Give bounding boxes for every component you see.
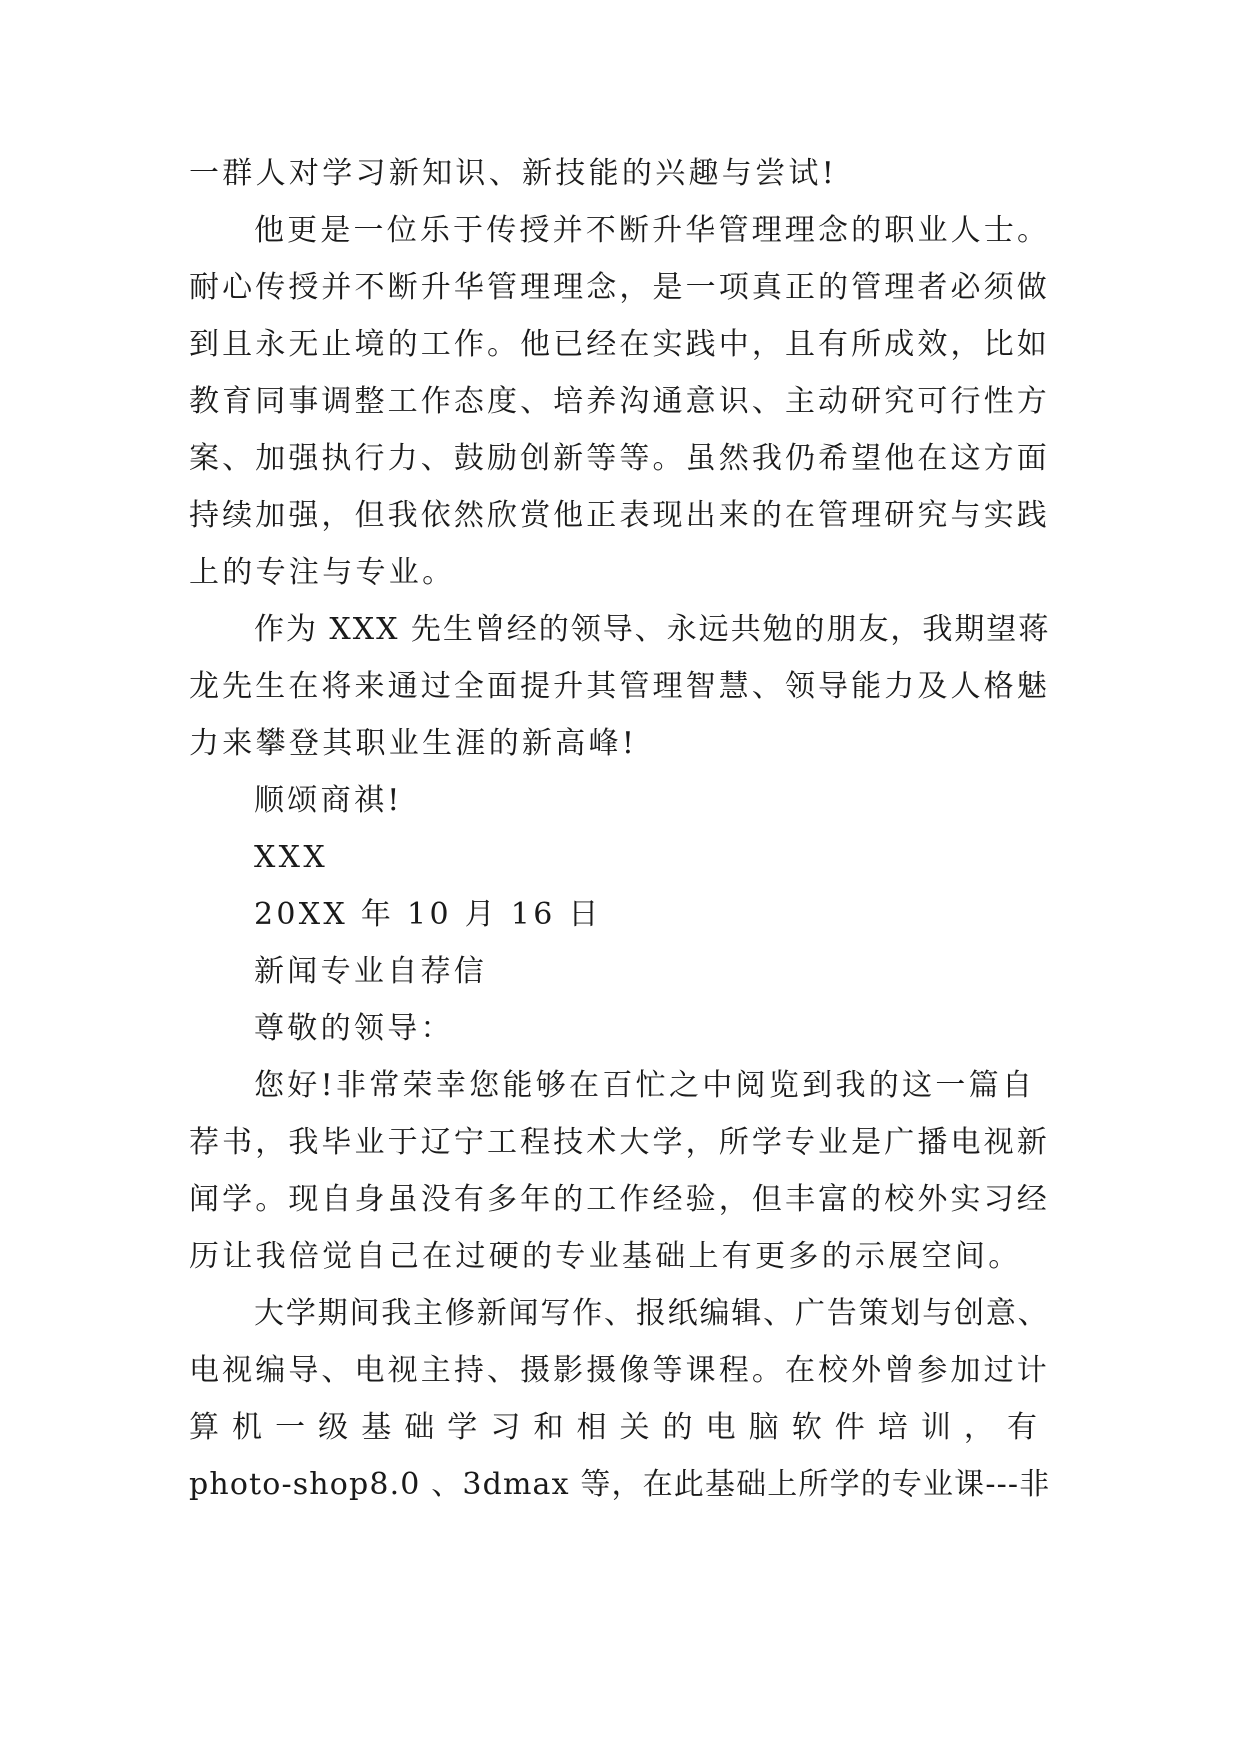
letter-date: 20XX 年 10 月 16 日 xyxy=(254,897,602,932)
text-line: 案、加强执行力、鼓励创新等等。虽然我仍希望他在这方面 xyxy=(189,441,1050,476)
signature-name: XXX xyxy=(254,840,328,875)
text-line: photo-shop8.0 、3dmax 等，在此基础上所学的专业课---非 xyxy=(189,1467,1051,1502)
text-line: 上的专注与专业。 xyxy=(189,555,456,590)
text-line: 持续加强，但我依然欣赏他正表现出来的在管理研究与实践 xyxy=(189,498,1050,533)
text-line: 一群人对学习新知识、新技能的兴趣与尝试! xyxy=(189,156,838,191)
paragraph-first-line: 您好!非常荣幸您能够在百忙之中阅览到我的这一篇自 xyxy=(254,1068,1036,1103)
text-line: 历让我倍觉自己在过硬的专业基础上有更多的示展空间。 xyxy=(189,1239,1022,1274)
section-title: 新闻专业自荐信 xyxy=(254,954,488,989)
text-line: 龙先生在将来通过全面提升其管理智慧、领导能力及人格魅 xyxy=(189,669,1050,704)
text-line: 荐书，我毕业于辽宁工程技术大学，所学专业是广播电视新 xyxy=(189,1125,1050,1160)
paragraph-first-line: 作为 XXX 先生曾经的领导、永远共勉的朋友，我期望蒋 xyxy=(254,612,1051,647)
text-line: 力来攀登其职业生涯的新高峰! xyxy=(189,726,638,761)
text-line: 耐心传授并不断升华管理理念，是一项真正的管理者必须做 xyxy=(189,270,1050,305)
text-line: 电视编导、电视主持、摄影摄像等课程。在校外曾参加过计 xyxy=(189,1353,1050,1388)
text-line: 闻学。现自身虽没有多年的工作经验，但丰富的校外实习经 xyxy=(189,1182,1050,1217)
text-line: 到且永无止境的工作。他已经在实践中，且有所成效，比如 xyxy=(189,327,1050,362)
paragraph-first-line: 大学期间我主修新闻写作、报纸编辑、广告策划与创意、 xyxy=(254,1296,1050,1331)
text-line: 教育同事调整工作态度、培养沟通意识、主动研究可行性方 xyxy=(189,384,1050,419)
text-line: 算机一级基础学习和相关的电脑软件培训，有 xyxy=(189,1410,1050,1445)
greeting: 尊敬的领导： xyxy=(254,1011,454,1046)
paragraph-first-line: 他更是一位乐于传授并不断升华管理理念的职业人士。 xyxy=(254,213,1051,248)
closing-salutation: 顺颂商祺! xyxy=(254,783,403,818)
